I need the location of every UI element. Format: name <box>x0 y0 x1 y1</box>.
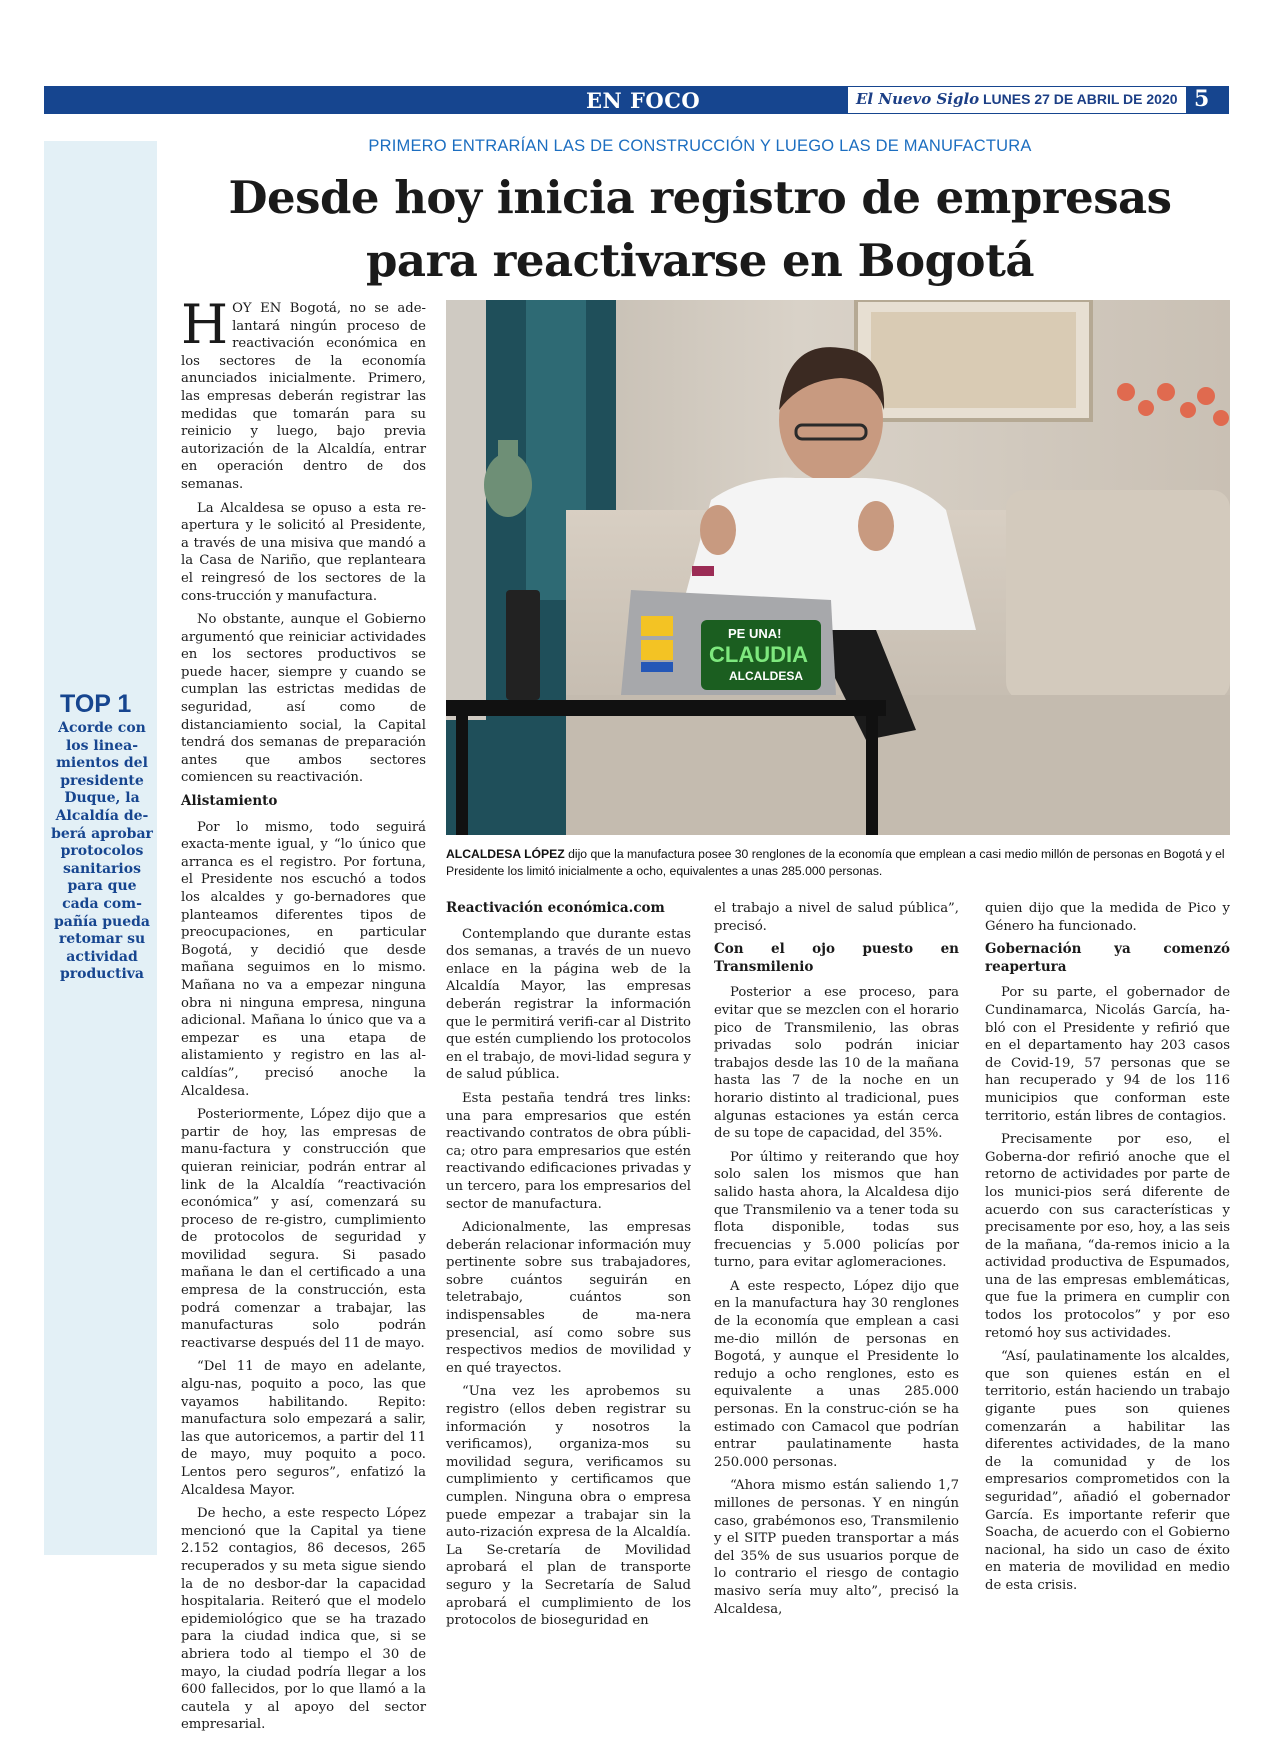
paragraph: Contemplando que durante estas dos semanas, a través de un nuevo enlace en la página web de la Alcaldía Mayor, las empresas deberán registrar la información que le permitirá verifi-car al Distrito que estén cumpliendo los protocolos en el trabajo, de movi-lidad segura y de salud pública. <box>446 926 691 1083</box>
sidebar-text: Acorde con los linea-mientos del presidente Duque, la Alcaldía de-berá aprobar protocolos sanitarios para que cada com-pañía pueda retomar su actividad productiva <box>51 720 153 983</box>
paragraph: Por su parte, el gobernador de Cundinamarca, Nicolás García, ha-bló con el Presidente y refirió que en el departamento hay 203 casos de Covid-19, 57 personas que se han recuperado y 94 de los 116 municipios que conforman este territorio, están libres de contagios. <box>985 985 1230 1124</box>
paragraph: A este respecto, López dijo que en la manufactura hay 30 renglones de la economía que emplean a casi me-dio millón de personas en Bogotá, y aunque el Presidente lo redujo a ocho renglones, esto es equivalente a unas 285.000 personas. En la construc-ción se ha estimado con Camacol que podrían entrar paulatinamente hasta 250.000 personas. <box>714 1278 959 1470</box>
paragraph: “Ahora mismo están saliendo 1,7 millones de personas. Y en ningún caso, grabémonos eso, Transmilenio y el SITP pueden transportar a más del 35% de sus usuarios porque de lo contrario el riesgo de contagio masivo sería muy alto”, precisó la Alcaldesa, <box>714 1478 959 1617</box>
paragraph: Precisamente por eso, el Goberna-dor refirió anoche que el retorno de actividades por parte de los munici-pios será diferente de acuerdo con sus características y precisamente por eso, hoy, a las seis de la mañana, “da-remos inicio a la actividad productiva de Espumados, una de las empresas emblemáticas, que fue la primera en cumplir con todos los protocolos” y por eso retomó hoy sus actividades. <box>985 1132 1230 1341</box>
subheading: Con el ojo puesto en Transmilenio <box>714 941 959 975</box>
paragraph: De hecho, a este respecto López mencionó que la Capital ya tiene 2.152 contagios, 86 decesos, 265 recuperados y su meta sigue siendo la de no desbor-dar la capacidad hospitalaria. Reiteró que el modelo epidemiológico que se ha trazado para la ciudad indica que, si se abriera todo al tiempo el 30 de mayo, la ciudad podría llegar a los 600 fallecidos, por lo que llamó a la cautela y al apoyo del sector empresarial. <box>181 1506 426 1733</box>
paragraph: Por lo mismo, todo seguirá exacta-mente igual, y “lo único que arranca es el registro. Por fortuna, el Presidente nos escuchó a todos los alcaldes y go-bernadores que planteamos diferentes tipos de preocupaciones, en particular Bogotá, y decidió que desde mañana seguimos en lo mismo. Mañana no va a empezar ninguna obra ni ninguna empresa, ninguna adicional. Mañana lo único que va a empezar es una etapa de alistamiento y registro en las al-caldías”, precisó anoche la Alcaldesa. <box>181 819 426 1099</box>
sticker-text-1: PE UNA! <box>728 626 782 641</box>
paragraph: HOY EN Bogotá, no se ade-lantará ningún proceso de reactivación económica en los sectores de la economía anunciados inicialmente. Primero, las empresas deberán registrar las medidas que tomarán para su reinicio y luego, bajo previa autorización de la Alcaldía, entrar en operación dentro de dos semanas. <box>181 293 426 492</box>
paragraph: quien dijo que la medida de Pico y Género ha funcionado. <box>985 901 1230 934</box>
paragraph: Por último y reiterando que hoy solo salen los mismos que han salido hasta ahora, la Alcaldesa dijo que Transmilenio va a tener toda su flota disponible, todas sus frecuencias y 5.000 policías por turno, para evitar aglomeraciones. <box>714 1149 959 1271</box>
paragraph: Adicionalmente, las empresas deberán relacionar información muy pertinente sobre sus trabajadores, sobre cuántos seguirán en teletrabajo, cuántos son indispensables de ma-nera presencial, así como sobre sus respectivos medios de movilidad y en qué trayectos. <box>446 1220 691 1376</box>
sticker-text-3: ALCALDESA <box>729 669 803 683</box>
article-column-2 <box>446 900 691 1636</box>
page-number: 5 <box>1194 86 1210 112</box>
article-column-3 <box>714 900 959 1624</box>
drop-cap: H <box>181 293 229 356</box>
subheading: Gobernación ya comenzó reapertura <box>985 941 1230 975</box>
article-headline <box>170 166 1230 292</box>
article-column-4 <box>985 900 1230 1601</box>
article-photo <box>446 300 1230 835</box>
article-column-1 <box>181 293 426 1740</box>
photo-illustration <box>446 300 1230 835</box>
photo-caption <box>446 846 1230 879</box>
caption-lead: ALCALDESA LÓPEZ <box>446 847 565 861</box>
paragraph: “Una vez les aprobemos su registro (ellos deben registrar su información y nosotros la verificamos), organiza-mos su movilidad segura, verificamos su cumplimiento y certificamos que cumplen. Ninguna obra o empresa puede empezar a trabajar sin la auto-rización expresa de la Alcaldía. La Se-cretaría de Movilidad aprobará el plan de transporte seguro y la Secretaría de Salud aprobará el cumplimiento de los protocolos de bioseguridad en <box>446 1384 691 1629</box>
sidebar-title: TOP 1 <box>60 690 132 718</box>
headline-line-2: para reactivarse en Bogotá <box>365 234 1035 287</box>
paragraph: Posterior a ese proceso, para evitar que se mezclen con el horario pico de Transmilenio, las obras privadas solo podrán iniciar trabajos desde las 10 de la mañana hasta las 7 de la noche en un horario distinto al tradicional, pues algunas estaciones ya están cerca de su tope de capacidad, del 35%. <box>714 985 959 1142</box>
paragraph: “Así, paulatinamente los alcaldes, que son quienes están en el territorio, están haciendo un trabajo gigante pues son quienes comenzarán a habilitar las diferentes actividades, de la mano de la comunidad y de los empresarios comprometidos con la seguridad”, añadió el gobernador García. Es importante referir que Soacha, de acuerdo con el Gobierno nacional, ha sido un caso de éxito en materia de movilidad en medio de esta crisis. <box>985 1349 1230 1593</box>
paragraph: “Del 11 de mayo en adelante, algu-nas, poquito a poco, las que vayamos habilitando. Repito: manufactura solo empezará a salir, las que autoricemos, a partir del 11 de mayo, muy poquito a poco. Lentos pero seguros”, enfatizó la Alcaldesa Mayor. <box>181 1359 426 1498</box>
paragraph: La Alcaldesa se opuso a esta re-apertura y le solicitó al Presidente, a través de una misiva que mandó a la Casa de Nariño, que replanteara el reingresó de los sectores de la cons-trucción y manufactura. <box>181 500 426 604</box>
headline-line-1: Desde hoy inicia registro de empresas <box>228 171 1172 224</box>
article-kicker: PRIMERO ENTRARÍAN LAS DE CONSTRUCCIÓN Y LUEGO LAS DE MANUFACTURA <box>368 137 1032 155</box>
publication-date: LUNES 27 DE ABRIL DE 2020 <box>983 91 1178 107</box>
subheading: Alistamiento <box>181 793 278 810</box>
publication-name: El Nuevo Siglo <box>856 90 980 108</box>
caption-text: dijo que la manufactura posee 30 renglones de la economía que emplean a casi medio millón de personas en Bogotá y el Presidente los limitó inicialmente a ocho, equivalentes a unas 285.000 personas. <box>446 847 1225 878</box>
section-label: EN FOCO <box>586 88 701 113</box>
paragraph: No obstante, aunque el Gobierno argumentó que reiniciar actividades en los sectores productivos se puede hacer, siempre y cuando se cumplan las estrictas medidas de seguridad, así como de distanciamiento social, la Capital tendrá dos semanas de preparación antes que ambos sectores comiencen su reactivación. <box>181 612 426 786</box>
paragraph: Posteriormente, López dijo que a partir de hoy, las empresas de manu-factura y construcción que quieran reiniciar, podrán entrar al link de la Alcaldía “reactivación económica” y así, comenzará su proceso de re-gistro, cumplimiento de protocolos de seguridad y movilidad segura. Si pasado mañana le dan el certificado a una empresa de la construcción, esta podrá comenzar a trabajar, las manufacturas solo podrán reactivarse después del 11 de mayo. <box>181 1107 426 1351</box>
paragraph: el trabajo a nivel de salud pública”, precisó. <box>714 901 959 934</box>
sticker-text-2: CLAUDIA <box>709 642 808 667</box>
subheading: Reactivación económica.com <box>446 900 665 916</box>
paragraph: Esta pestaña tendrá tres links: una para empresarios que estén reactivando contratos de obra públi-ca; otro para empresarios que estén reactivando edificaciones privadas y un tercero, para los empresarios del sector de manufactura. <box>446 1090 691 1212</box>
